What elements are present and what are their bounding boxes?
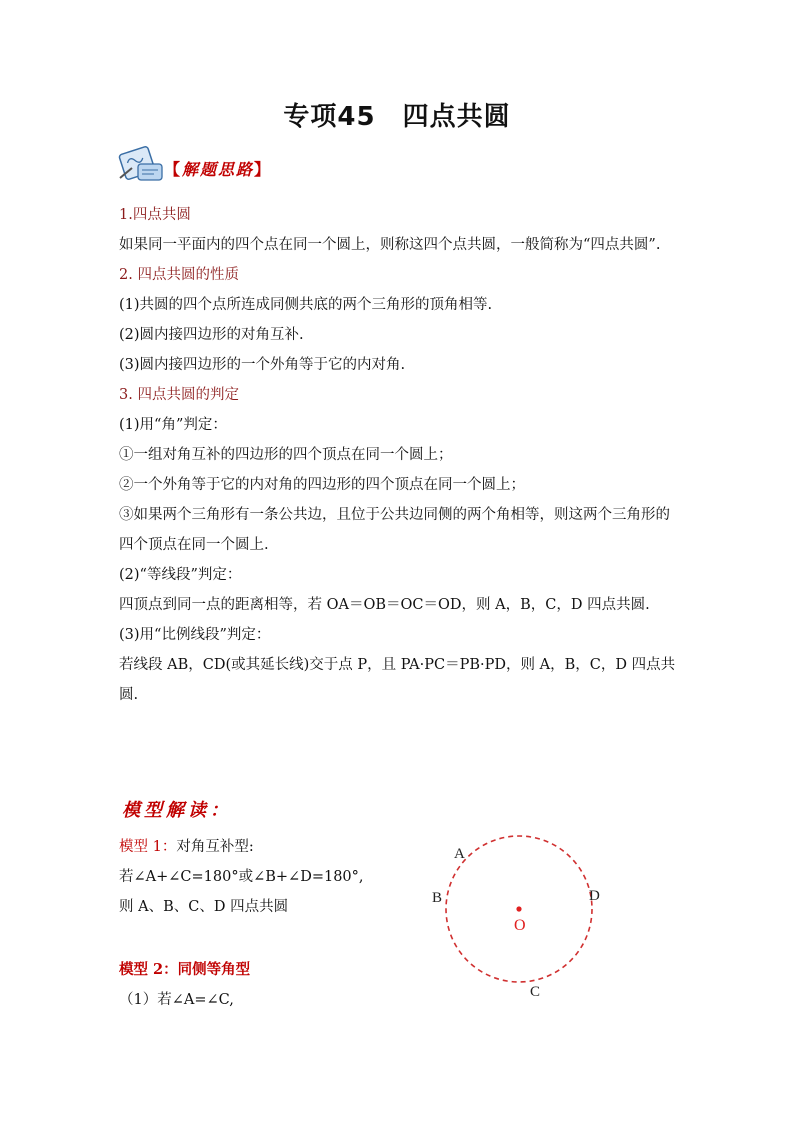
model-heading: 模型解读： (122, 800, 232, 821)
point-label-o: O (514, 917, 526, 934)
page-title: 专项45 四点共圆 (283, 102, 511, 132)
section-label-solution-ideas (164, 157, 272, 180)
paragraph-1: 如果同一平面内的四个点在同一个圆上，则称这四个点共圆，一般简称为“四点共圆”. (119, 237, 661, 253)
center-point-o (516, 906, 521, 911)
model-2-title: 模型 2：同侧等角型 (119, 961, 251, 978)
heading-1: 1.四点共圆 (119, 207, 191, 223)
notepad-pencil-icon (118, 144, 166, 186)
criterion-2: (2)“等线段”判定： (119, 567, 242, 583)
property-2: (2)圆内接四边形的对角互补. (119, 327, 304, 343)
model-2-line-1: （1）若∠A=∠C, (119, 992, 234, 1008)
bracket-open: 【 (164, 160, 183, 179)
point-label-c: C (530, 984, 541, 1000)
model-1-label: 模型 1： (119, 839, 177, 855)
model-1-block (119, 832, 419, 922)
point-label-b: B (432, 890, 443, 906)
heading-2: 2. 四点共圆的性质 (119, 267, 239, 283)
model-1-line-1: 若∠A+∠C=180°或∠B+∠D=180°, (119, 869, 364, 885)
model-1-title (119, 832, 419, 862)
criterion-1c: ③如果两个三角形有一条公共边，且位于公共边同侧的两个角相等，则这两个三角形的四个顶点在同一个圆上. (119, 507, 670, 553)
bracket-close: 】 (254, 160, 273, 179)
property-3: (3)圆内接四边形的一个外角等于它的内对角. (119, 357, 406, 373)
model-1-name: 对角互补型: (176, 839, 254, 855)
circle-figure (420, 830, 620, 1010)
criterion-1b: ②一个外角等于它的内对角的四边形的四个顶点在同一个圆上； (119, 477, 525, 493)
model-2-block (119, 955, 419, 1015)
point-label-a: A (454, 846, 465, 862)
model-1-line-2: 则 A、B、C、D 四点共圆 (119, 899, 289, 915)
content-block (119, 200, 679, 710)
section-label-text: 解题思路 (182, 160, 255, 179)
criterion-1: (1)用“角”判定： (119, 417, 227, 433)
criterion-3: (3)用“比例线段”判定： (119, 627, 271, 643)
heading-3: 3. 四点共圆的判定 (119, 387, 239, 403)
criterion-3a: 若线段 AB，CD(或其延长线)交于点 P，且 PA·PC＝PB·PD，则 A，B，C，D 四点共圆. (119, 657, 676, 703)
criterion-1a: ①一组对角互补的四边形的四个顶点在同一个圆上； (119, 447, 453, 463)
point-label-d: D (589, 888, 600, 904)
property-1: (1)共圆的四个点所连成同侧共底的两个三角形的顶角相等. (119, 297, 493, 313)
criterion-2a: 四顶点到同一点的距离相等，若 OA＝OB＝OC＝OD，则 A，B，C，D 四点共圆. (119, 597, 650, 613)
